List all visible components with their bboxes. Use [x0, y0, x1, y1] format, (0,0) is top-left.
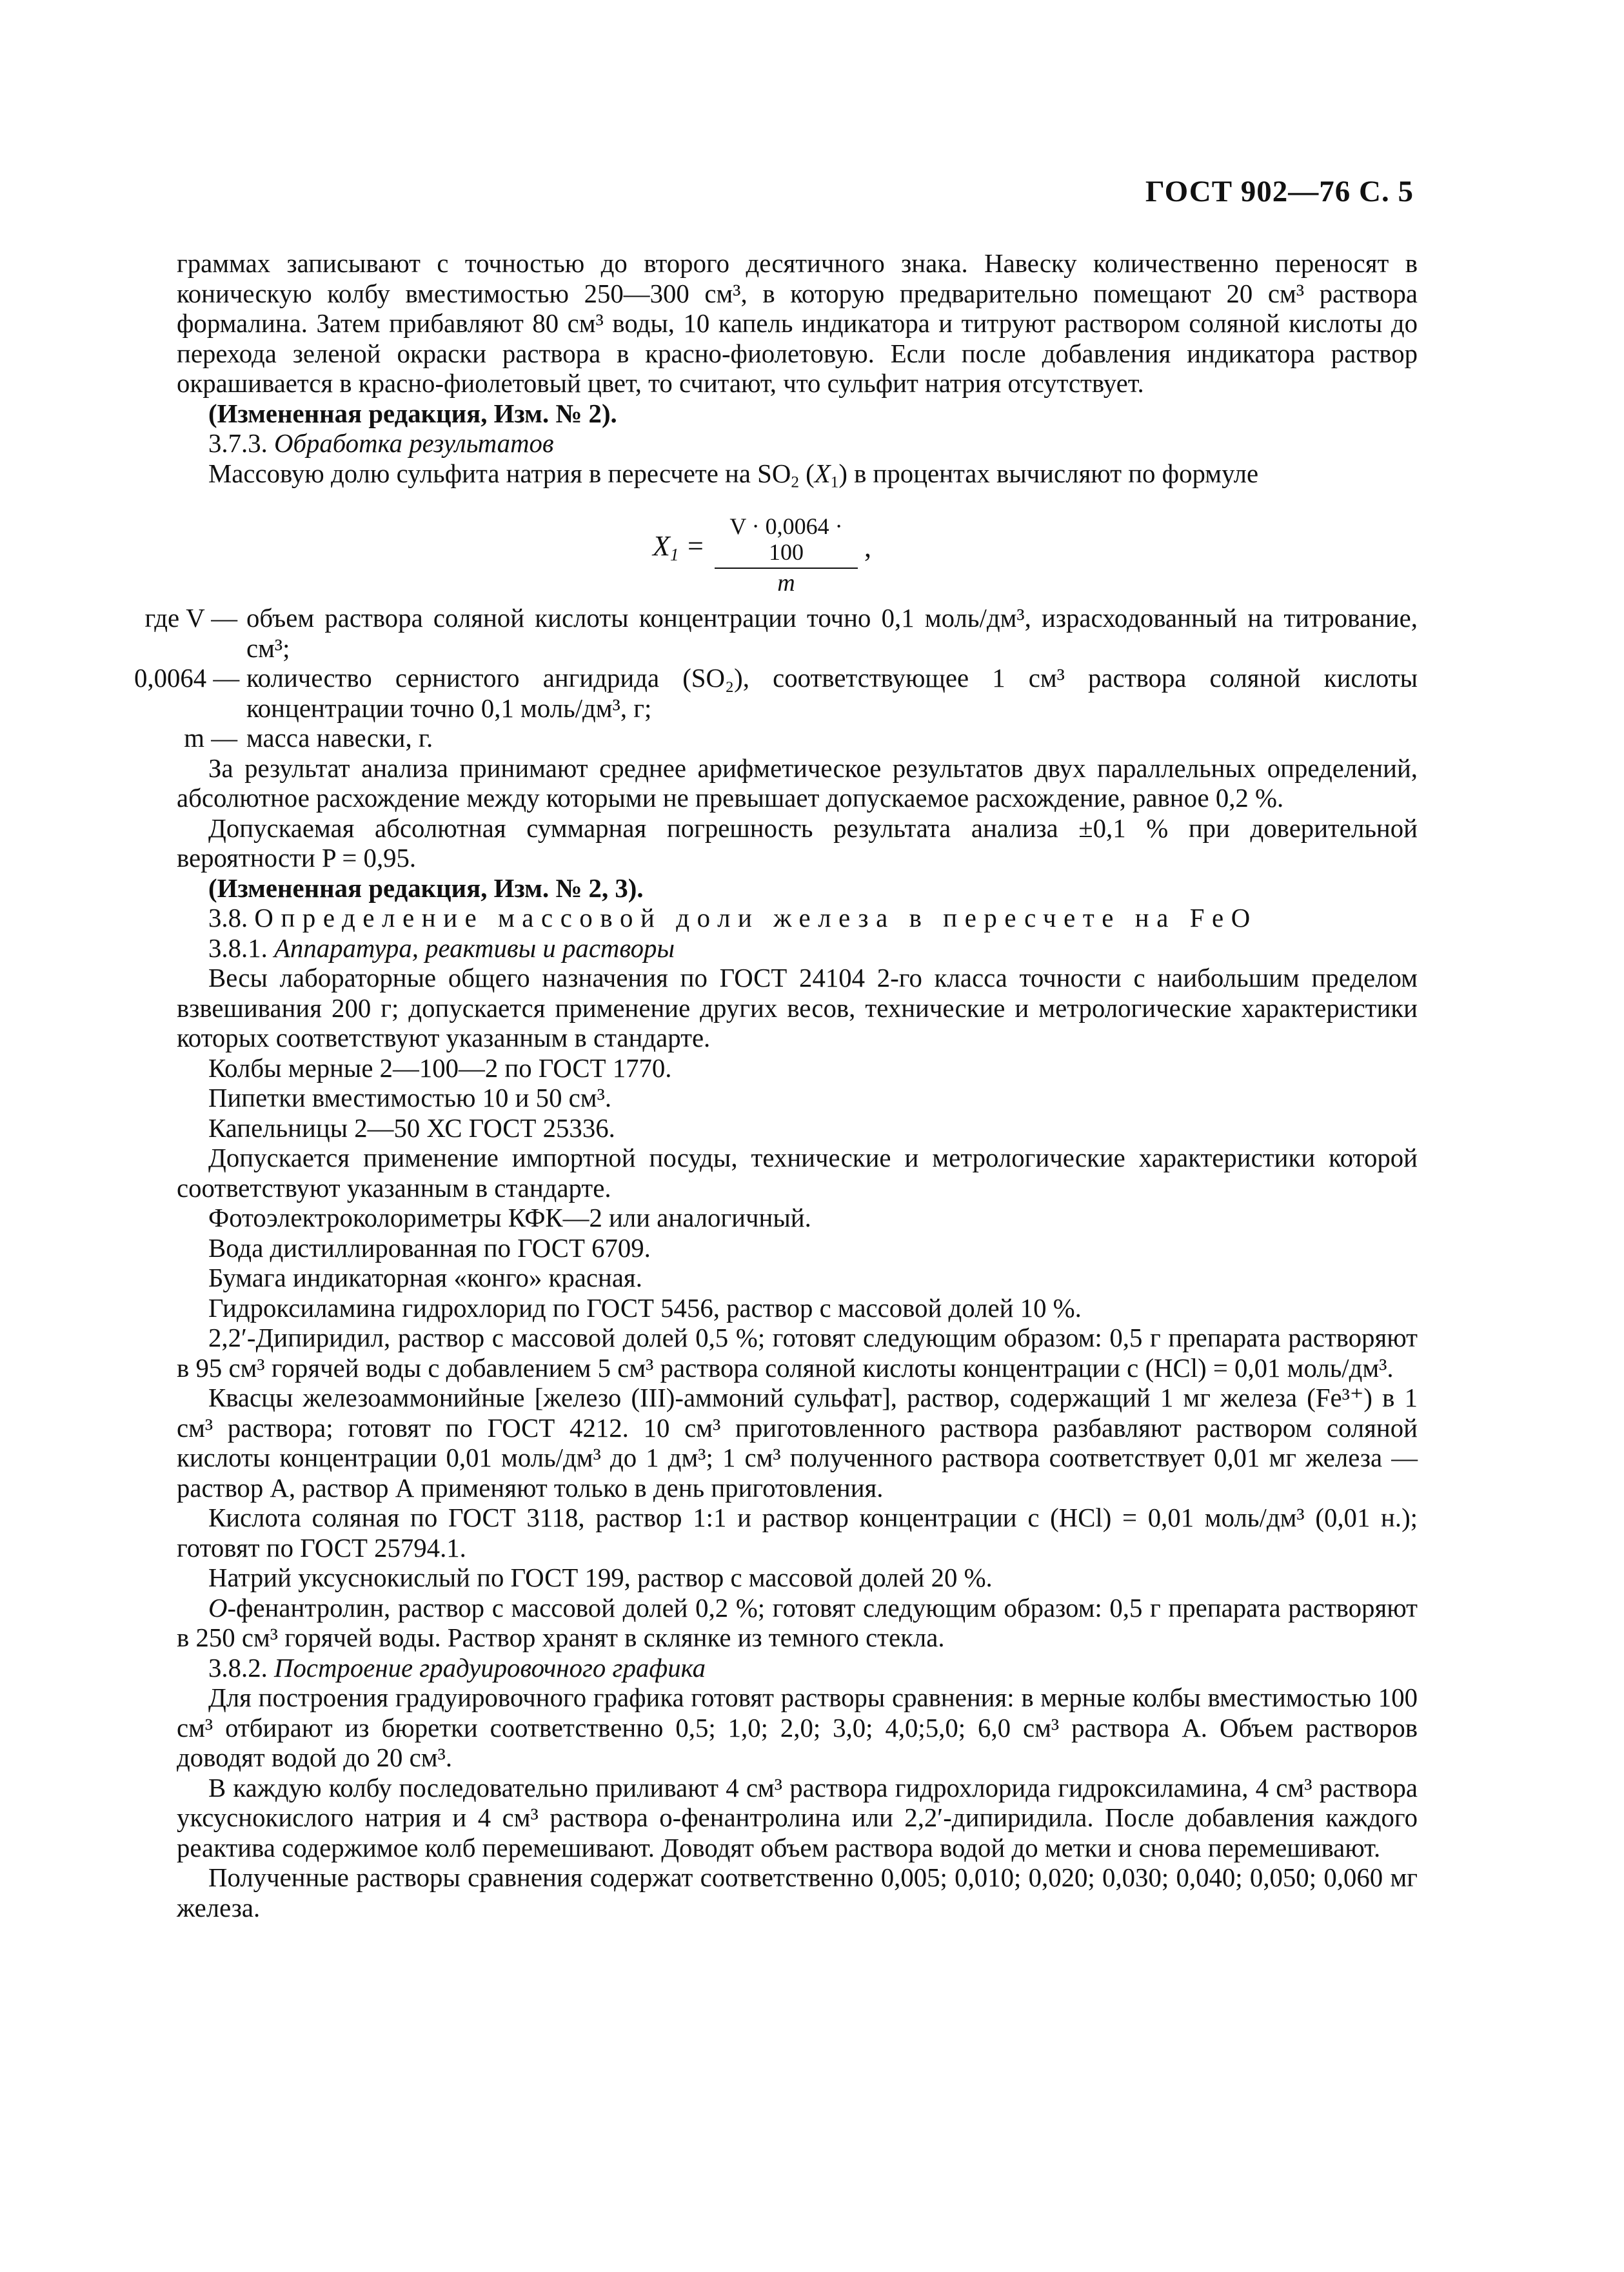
- definition-text: объем раствора соляной кислоты концентрации точно 0,1 моль/дм³, израсходованный на титрование, см³;: [246, 604, 1418, 663]
- paragraph: Натрий уксуснокислый по ГОСТ 199, раствор с массовой долей 20 %.: [208, 1563, 993, 1592]
- paragraph: граммах записывают с точностью до второго десятичного знака. Навеску количественно переносят в коническую колбу вместимостью 250—300 см³, в которую предварительно помещают 20 см³ раствора формалина. Затем прибавляют 80 см³ воды, 10 капель индикатора и титруют раствором соляной кислоты до перехода зеленой окраски раствора в красно-фиолетовую. Если после добавления индикатора раствор окрашивается в красно-фиолетовый цвет, то считают, что сульфит натрия отсутствует.: [177, 249, 1418, 398]
- paragraph: 2,2′-Дипиридил, раствор с массовой долей 0,5 %; готовят следующим образом: 0,5 г препарата растворяют в 95 см³ горячей воды с добавлением 5 см³ раствора соляной кислоты концентрации c (HCl) = 0,01 моль/дм³.: [177, 1323, 1418, 1383]
- page-header: ГОСТ 902—76 С. 5: [1145, 175, 1414, 208]
- paragraph: Кислота соляная по ГОСТ 3118, раствор 1:1 и раствор концентрации c (HCl) = 0,01 моль/дм³ (0,01 н.); готовят по ГОСТ 25794.1.: [177, 1503, 1418, 1563]
- section-title: Обработка результатов: [274, 429, 554, 458]
- section-title: Определение массовой доли железа в пересчете на FeO: [254, 904, 1258, 933]
- definition-row: [177, 724, 1418, 754]
- amendment-note: (Измененная редакция, Изм. № 2).: [208, 399, 617, 428]
- paragraph: В каждую колбу последовательно приливают 4 см³ раствора гидрохлорида гидроксиламина, 4 см³ раствора уксуснокислого натрия и 4 см³ раствора о-фенантролина или 2,2′-дипиридила. После добавления каждого реактива содержимое колб перемешивают. Доводят объем раствора водой до метки и снова перемешивают.: [177, 1773, 1418, 1862]
- paragraph: [177, 459, 1418, 489]
- formula-equals: =: [688, 530, 704, 562]
- section-number: 3.8.1.: [208, 933, 268, 963]
- paragraph: За результат анализа принимают среднее арифметическое результатов двух параллельных определений, абсолютное расхождение между которыми не превышает допускаемое расхождение, равное 0,2 %.: [177, 753, 1418, 813]
- formula-variable: X: [653, 530, 670, 562]
- section-heading-3-8-1: [177, 934, 1418, 964]
- paragraph: Фотоэлектроколориметры КФК—2 или аналогичный.: [208, 1203, 811, 1232]
- paragraph: Полученные растворы сравнения содержат соответственно 0,005; 0,010; 0,020; 0,030; 0,040; 0,050; 0,060 мг железа.: [177, 1863, 1418, 1922]
- section-title: Аппаратура, реактивы и растворы: [274, 933, 675, 963]
- formula: [177, 513, 1418, 597]
- subscript: 2: [791, 473, 799, 491]
- paragraph: Весы лабораторные общего назначения по ГОСТ 24104 2-го класса точности с наибольшим пределом взвешивания 200 г; допускается применение других весов, технические и метрологические характеристики которых соответствуют указанным в стандарте.: [177, 963, 1418, 1052]
- definition-text: масса навески, г.: [246, 724, 433, 753]
- paragraph: [177, 1594, 1418, 1654]
- paragraph: Для построения градуировочного графика готовят растворы сравнения: в мерные колбы вместимостью 100 см³ отбирают из бюретки соответственно 0,5; 1,0; 2,0; 3,0; 4,0;5,0; 6,0 см³ раствора А. Объем растворов доводят водой до 20 см³.: [177, 1683, 1418, 1772]
- variable-definitions: [134, 604, 1418, 754]
- paragraph: Вода дистиллированная по ГОСТ 6709.: [208, 1233, 651, 1263]
- variable: X: [814, 459, 831, 488]
- formula-fraction: [715, 513, 858, 597]
- section-number: 3.7.3.: [208, 429, 268, 458]
- section-heading-3-8-2: [177, 1654, 1418, 1684]
- formula-denominator: m: [777, 569, 795, 597]
- section-title: Построение градуировочного графика: [274, 1653, 706, 1683]
- text-run: Массовую долю сульфита натрия в пересчете на SO: [208, 459, 791, 488]
- definition-term: 0,0064 —: [134, 664, 240, 693]
- definition-term: где V —: [144, 604, 237, 633]
- formula-subscript: 1: [669, 545, 679, 565]
- formula-numerator: V · 0,0064 · 100: [715, 513, 858, 569]
- formula-lhs: [653, 530, 679, 565]
- definition-text: количество сернистого ангидрида (SO₂), соответствующее 1 см³ раствора соляной кислоты концентрации точно 0,1 моль/дм³, г;: [246, 664, 1418, 723]
- paragraph: Гидроксиламина гидрохлорид по ГОСТ 5456, раствор с массовой долей 10 %.: [208, 1293, 1082, 1323]
- definition-term: m —: [184, 724, 237, 753]
- document-body: [134, 249, 1418, 1923]
- subscript: 1: [830, 473, 839, 491]
- text-run: ) в процентах вычисляют по формуле: [838, 459, 1259, 488]
- section-heading-3-8: [177, 904, 1418, 934]
- paragraph: Капельницы 2—50 ХС ГОСТ 25336.: [208, 1113, 615, 1143]
- section-heading-3-7-3: [177, 429, 1418, 459]
- amendment-note: (Измененная редакция, Изм. № 2, 3).: [208, 873, 644, 903]
- paragraph: Пипетки вместимостью 10 и 50 см³.: [208, 1083, 612, 1112]
- definition-row: [144, 604, 1418, 664]
- text-run: (: [798, 459, 815, 488]
- paragraph: Колбы мерные 2—100—2 по ГОСТ 1770.: [208, 1053, 672, 1083]
- paragraph: Допускаемая абсолютная суммарная погрешность результата анализа ±0,1 % при доверительной вероятности P = 0,95.: [177, 813, 1418, 873]
- section-number: 3.8.: [208, 904, 248, 933]
- definition-row: [134, 664, 1418, 724]
- paragraph: Бумага индикаторная «конго» красная.: [208, 1263, 642, 1292]
- paragraph: Квасцы железоаммонийные [железо (III)-аммоний сульфат], раствор, содержащий 1 мг железа (Fe³⁺) в 1 см³ раствора; готовят по ГОСТ 4212. 10 см³ приготовленного раствора разбавляют раствором соляной кислоты концентрации 0,01 моль/дм³ до 1 дм³; 1 см³ полученного раствора соответствует 0,01 мг железа — раствор А, раствор А применяют только в день приготовления.: [177, 1383, 1418, 1503]
- text-run: -фенантролин, раствор с массовой долей 0,2 %; готовят следующим образом: 0,5 г препарата растворяют в 250 см³ горячей воды. Раствор хранят в склянке из темного стекла.: [177, 1593, 1418, 1652]
- formula-comma: ,: [864, 531, 871, 563]
- italic-prefix: О: [208, 1593, 228, 1623]
- section-number: 3.8.2.: [208, 1653, 268, 1683]
- paragraph: Допускается применение импортной посуды, технические и метрологические характеристики которой соответствуют указанным в стандарте.: [177, 1143, 1418, 1203]
